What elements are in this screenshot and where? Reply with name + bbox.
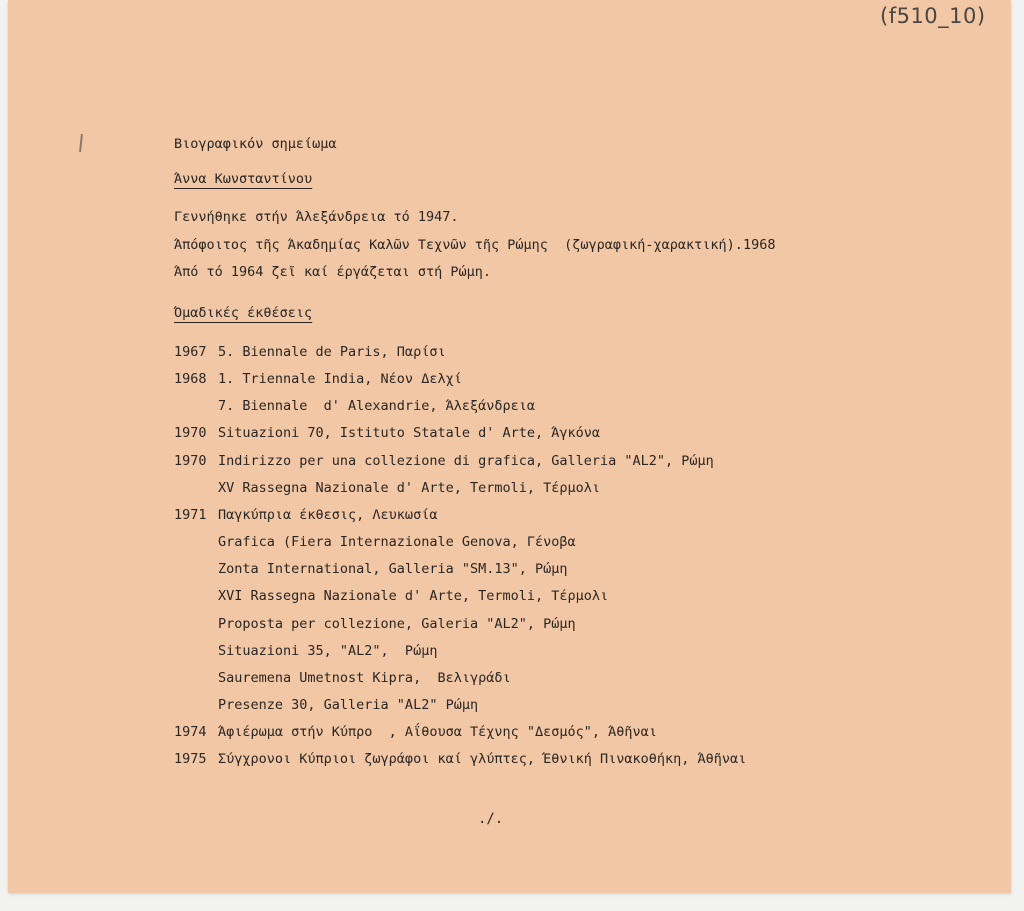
bio-line: Άπό τό 1964 ζεῖ καί έργάζεται στή Ρώμη. (174, 264, 491, 280)
exhibition-year: 1971 (174, 507, 207, 523)
exhibition-row (174, 642, 437, 660)
exhibition-text: Indirizzo per una collezione di grafica, Galleria "AL2", Ρώμη (218, 453, 714, 469)
exhibition-row (174, 696, 478, 714)
exhibition-row (174, 750, 746, 768)
bio-line: Άπόφοιτος τῆς Άκαδημίας Καλῶν Τεχνῶν τῆς Ρώμης (ζωγραφική-χαρακτική).1968 (174, 237, 776, 253)
exhibition-year: 1974 (174, 724, 207, 740)
exhibition-row (174, 723, 657, 741)
exhibition-text: XVI Rassegna Nazionale d' Arte, Termoli, Τέρμολι (218, 588, 609, 604)
exhibition-year: 1970 (174, 453, 207, 469)
exhibition-row (174, 424, 600, 442)
exhibition-text: Παγκύπρια έκθεσις, Λευκωσία (218, 507, 438, 523)
exhibition-text: Σύγχρονοι Κύπριοι ζωγράφοι καί γλύπτες, Έθνική Πινακοθήκη, Άθῆναι (218, 751, 747, 767)
exhibition-text: Sauremena Umetnost Kipra, Βελιγράδι (218, 670, 511, 686)
exhibition-row (174, 343, 446, 361)
section-title: Όμαδικές έκθέσεις (174, 305, 313, 321)
document-heading: Βιογραφικόν σημείωμα (174, 136, 337, 152)
exhibition-text: 1. Triennale India, Νέον Δελχί (218, 371, 462, 387)
exhibition-text: 5. Biennale de Paris, Παρίσι (218, 344, 446, 360)
exhibition-text: XV Rassegna Nazionale d' Arte, Termoli, Τέρμολι (218, 480, 601, 496)
exhibition-text: Proposta per collezione, Galeria "AL2", Ρώμη (218, 616, 576, 632)
person-name: Άννα Κωνσταντίνου (174, 171, 313, 187)
exhibition-row (174, 533, 576, 551)
exhibition-row (174, 587, 608, 605)
exhibition-year: 1967 (174, 344, 207, 360)
exhibition-row (174, 370, 462, 388)
exhibition-year: 1970 (174, 425, 207, 441)
document-page (8, 0, 1011, 893)
exhibition-text: Situazioni 35, "AL2", Ρώμη (218, 643, 438, 659)
exhibition-text: 7. Biennale d' Alexandrie, Άλεξάνδρεια (218, 398, 535, 414)
archive-reference: (f510_10) (880, 4, 986, 28)
exhibition-text: Άφιέρωμα στήν Κύπρο , Αΐθουσα Τέχνης "Δεσμός", Άθῆναι (218, 724, 657, 740)
exhibition-row (174, 452, 714, 470)
exhibition-text: Presenze 30, Galleria "AL2" Ρώμη (218, 697, 479, 713)
continuation-mark: ./. (478, 811, 504, 827)
margin-mark (79, 134, 83, 152)
exhibition-row (174, 397, 535, 415)
bio-line: Γεννήθηκε στήν Άλεξάνδρεια τό 1947. (174, 209, 459, 225)
exhibition-text: Zonta International, Galleria "SM.13", Ρώμη (218, 561, 568, 577)
exhibition-row (174, 669, 511, 687)
exhibition-row (174, 615, 576, 633)
exhibition-row (174, 506, 437, 524)
exhibition-year: 1975 (174, 751, 207, 767)
exhibition-row (174, 479, 600, 497)
exhibition-row (174, 560, 568, 578)
exhibition-text: Situazioni 70, Istituto Statale d' Arte, Άγκόνα (218, 425, 601, 441)
exhibition-year: 1968 (174, 371, 207, 387)
exhibition-text: Grafica (Fiera Internazionale Genova, Γένοβα (218, 534, 576, 550)
